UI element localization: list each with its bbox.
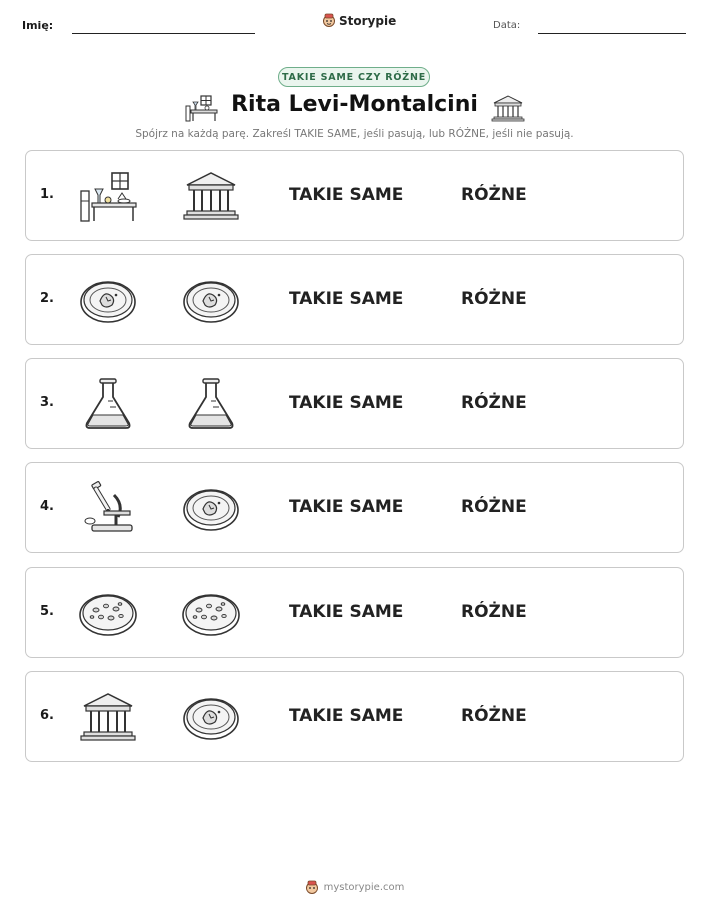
option-different[interactable]: RÓŻNE	[461, 706, 527, 726]
museum-building-icon	[78, 690, 138, 744]
question-row	[25, 358, 684, 449]
brand-logo	[322, 13, 396, 28]
brand-name: Storypie	[339, 13, 397, 28]
name-label: Imię:	[22, 19, 54, 32]
storypie-mascot-icon	[322, 13, 336, 28]
question-row	[25, 671, 684, 762]
petri-dish-icon	[78, 273, 138, 327]
question-number: 4.	[40, 499, 54, 514]
museum-building-icon	[181, 169, 241, 223]
flask-icon	[181, 377, 241, 431]
option-same[interactable]: TAKIE SAME	[289, 497, 404, 517]
option-same[interactable]: TAKIE SAME	[289, 393, 404, 413]
option-different[interactable]: RÓŻNE	[461, 289, 527, 309]
museum-building-icon	[491, 94, 525, 122]
microscope-icon	[78, 481, 138, 535]
lab-desk-icon	[78, 169, 138, 223]
footer-url[interactable]: mystorypie.com	[323, 882, 405, 893]
option-different[interactable]: RÓŻNE	[461, 393, 527, 413]
option-different[interactable]: RÓŻNE	[461, 185, 527, 205]
question-number: 6.	[40, 708, 54, 723]
storypie-mascot-icon	[305, 880, 319, 895]
question-row	[25, 254, 684, 345]
cell-culture-dish-icon	[78, 586, 138, 640]
question-number: 3.	[40, 395, 54, 410]
question-row	[25, 150, 684, 241]
petri-dish-icon	[181, 690, 241, 744]
instructions: Spójrz na każdą parę. Zakreśl TAKIE SAME, jeśli pasują, lub RÓŻNE, jeśli nie pasują.	[135, 128, 574, 140]
petri-dish-icon	[181, 273, 241, 327]
date-label: Data:	[493, 20, 521, 31]
activity-badge: TAKIE SAME CZY RÓŻNE	[278, 67, 430, 87]
cell-culture-dish-icon	[181, 586, 241, 640]
option-same[interactable]: TAKIE SAME	[289, 289, 404, 309]
question-row	[25, 462, 684, 553]
petri-dish-icon	[181, 481, 241, 535]
question-number: 2.	[40, 291, 54, 306]
name-line[interactable]	[72, 33, 255, 34]
footer	[0, 880, 709, 895]
question-number: 1.	[40, 187, 54, 202]
option-different[interactable]: RÓŻNE	[461, 602, 527, 622]
flask-icon	[78, 377, 138, 431]
question-number: 5.	[40, 604, 54, 619]
option-different[interactable]: RÓŻNE	[461, 497, 527, 517]
option-same[interactable]: TAKIE SAME	[289, 602, 404, 622]
page-title: Rita Levi-Montalcini	[231, 92, 478, 117]
date-line[interactable]	[538, 33, 686, 34]
question-row	[25, 567, 684, 658]
option-same[interactable]: TAKIE SAME	[289, 706, 404, 726]
option-same[interactable]: TAKIE SAME	[289, 185, 404, 205]
